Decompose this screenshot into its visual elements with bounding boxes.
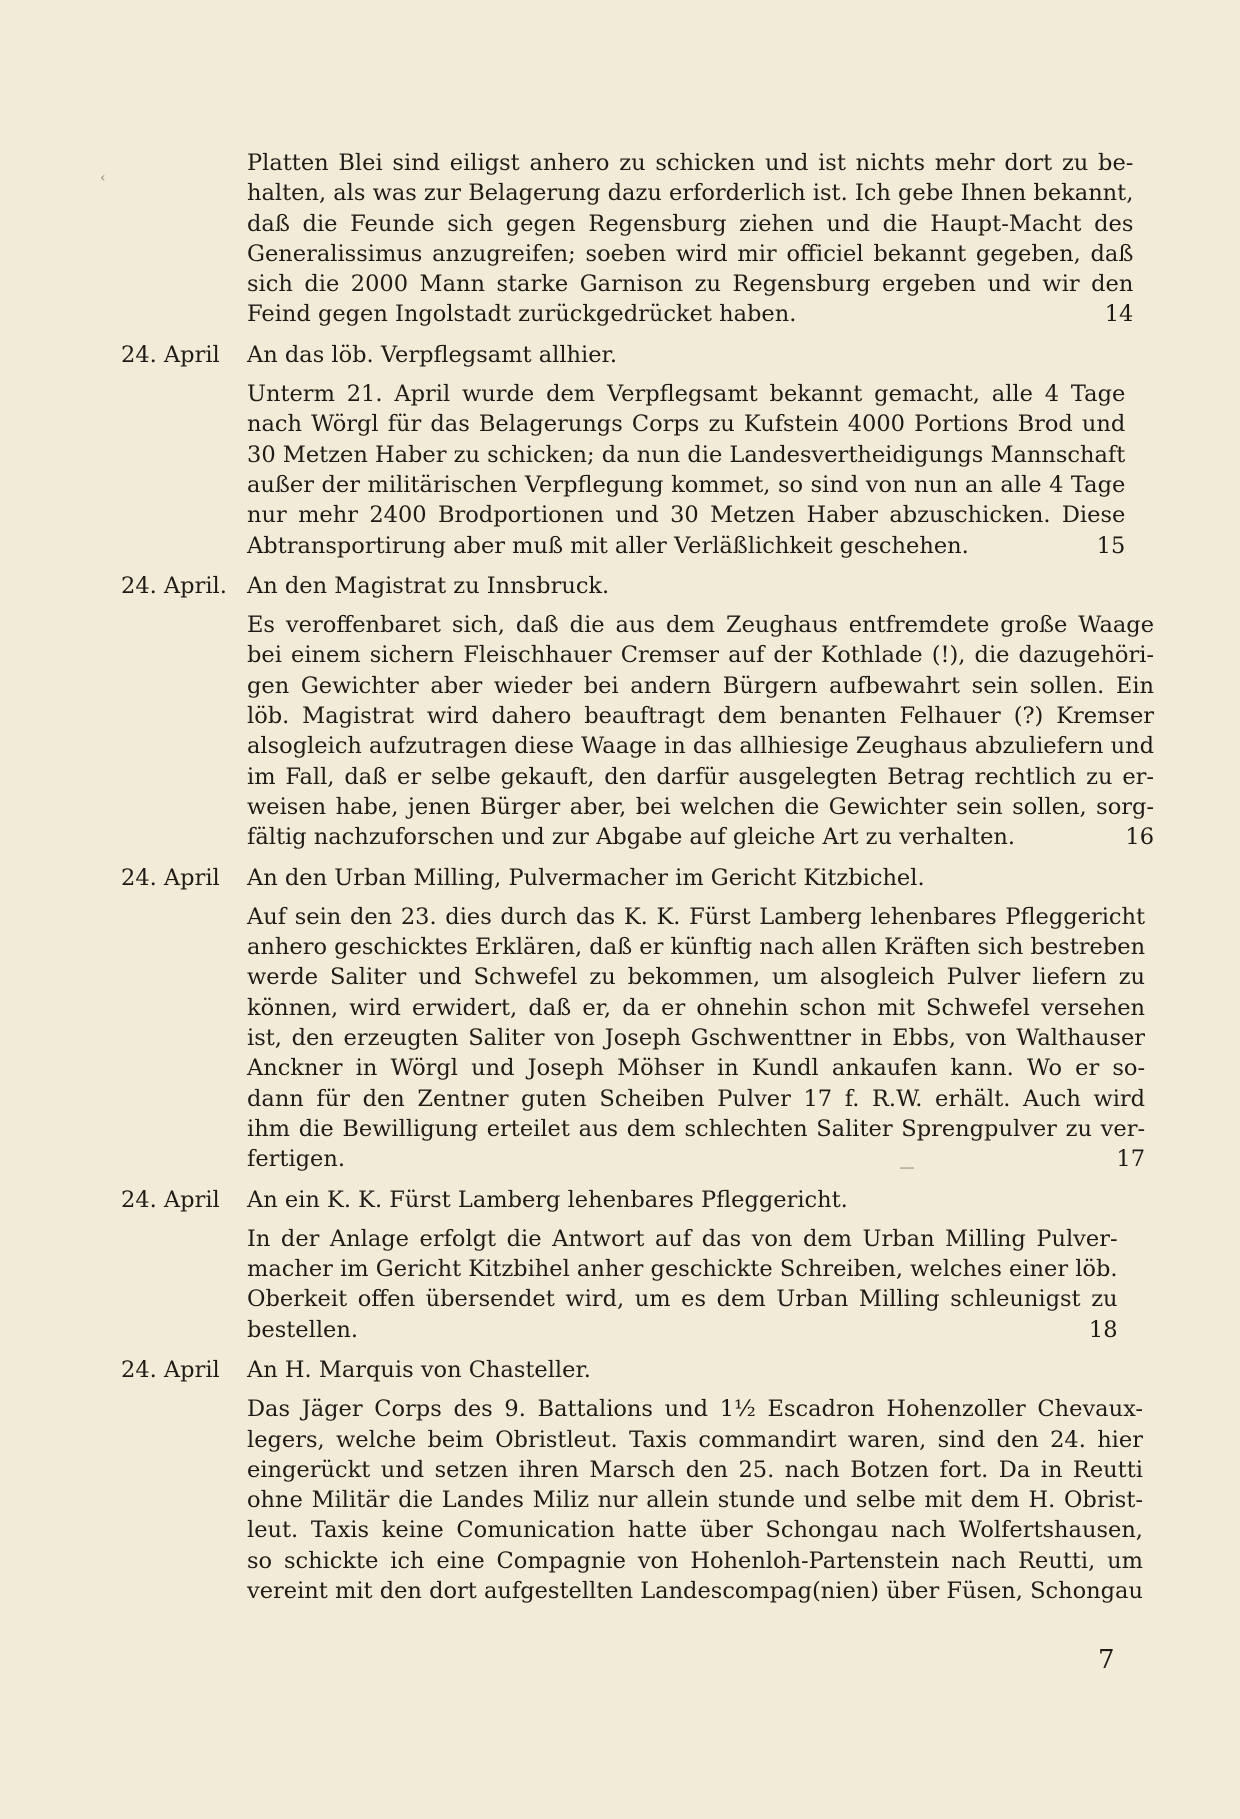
text-line: ohne Militär die Landes Miliz nur allein stunde und selbe mit dem H. Obrist-: [247, 1487, 1143, 1514]
text-line: macher im Gericht Kitzbihel anher geschickte Schreiben, welches einer löb.: [247, 1256, 1118, 1283]
entry-body: [247, 1394, 1143, 1606]
text-line: daß die Feunde sich gegen Regensburg ziehen und die Haupt-Macht des: [247, 210, 1134, 237]
text-line: außer der militärischen Verpflegung kommet, so sind von nun an alle 4 Tage: [247, 471, 1126, 498]
text-line: alsogleich aufzutragen diese Waage in das allhiesige Zeughaus abzuliefern und: [247, 733, 1155, 760]
entry-body: [247, 1224, 1118, 1345]
text-line: gen Gewichter aber wieder bei andern Bürgern aufbewahrt sein sollen. Ein: [247, 672, 1155, 699]
entry-date: 24. April: [121, 1186, 220, 1213]
document-number: 18: [1088, 1316, 1118, 1343]
text-line: Feind gegen Ingolstadt zurückgedrücket haben.: [247, 301, 797, 328]
text-line: bestellen.: [247, 1316, 358, 1343]
entry-heading: An den Urban Milling, Pulvermacher im Gericht Kitzbichel.: [247, 864, 925, 891]
scan-mark-icon: ―: [900, 1160, 914, 1176]
text-line: sich die 2000 Mann starke Garnison zu Regensburg ergeben und wir den: [247, 271, 1134, 298]
text-line: Auf sein den 23. dies durch das K. K. Fürst Lamberg lehenbares Pfleggericht: [247, 903, 1146, 930]
text-line: Generalissimus anzugreifen; soeben wird mir officiel bekannt gegeben, daß: [247, 240, 1134, 267]
entry-date: 24. April: [121, 1356, 220, 1383]
text-line: ist, den erzeugten Saliter von Joseph Gschwenttner in Ebbs, von Walthauser: [247, 1025, 1146, 1052]
entry-date: 24. April.: [121, 572, 227, 599]
text-line: werde Saliter und Schwefel zu bekommen, um alsogleich Pulver liefern zu: [247, 964, 1146, 991]
entry-body: [247, 610, 1154, 852]
entry-heading: An das löb. Verpflegsamt allhier.: [247, 341, 617, 368]
text-line: Abtransportirung aber muß mit aller Verläßlichkeit geschehen.: [247, 532, 969, 559]
text-line: Platten Blei sind eiligst anhero zu schicken und ist nichts mehr dort zu be-: [247, 150, 1134, 176]
text-line: In der Anlage erfolgt die Antwort auf das von dem Urban Milling Pulver-: [247, 1225, 1118, 1252]
letter-entry: [121, 863, 1146, 1175]
text-line: eingerückt und setzen ihren Marsch den 25. nach Botzen fort. Da in Reutti: [247, 1456, 1143, 1483]
letter-entry: [121, 340, 1126, 561]
text-line: 30 Metzen Haber zu schicken; da nun die Landesvertheidigungs Mannschaft: [247, 441, 1126, 468]
page-number: 7: [1098, 1645, 1115, 1675]
text-line: nach Wörgl für das Belagerungs Corps zu Kufstein 4000 Portions Brod und: [247, 411, 1126, 438]
text-line: im Fall, daß er selbe gekauft, den darfür ausgelegten Betrag rechtlich zu er-: [247, 763, 1155, 790]
document-number: 15: [1096, 532, 1126, 559]
text-line: können, wird erwidert, daß er, da er ohnehin schon mit Schwefel versehen: [247, 994, 1146, 1021]
letter-entry: [121, 1185, 1117, 1345]
text-line: bei einem sichern Fleischhauer Cremser auf der Kothlade (!), die dazugehöri-: [247, 642, 1155, 669]
intro-content: [247, 148, 1133, 330]
text-line: Unterm 21. April wurde dem Verpflegsamt bekannt gemacht, alle 4 Tage: [247, 381, 1126, 408]
text-line: so schickte ich eine Compagnie von Hohenloh-Partenstein nach Reutti, um: [247, 1547, 1143, 1574]
text-line: halten, als was zur Belagerung dazu erforderlich ist. Ich gebe Ihnen bekannt,: [247, 180, 1134, 207]
text-line: nur mehr 2400 Brodportionen und 30 Metzen Haber abzuschicken. Diese: [247, 502, 1126, 529]
text-line: fertigen.: [247, 1146, 345, 1173]
entry-date: 24. April: [121, 864, 220, 891]
text-line: vereint mit den dort aufgestellten Landescompag(nien) über Füsen, Schongau: [247, 1578, 1143, 1605]
document-number: 16: [1125, 824, 1155, 851]
entry-body: [247, 902, 1145, 1175]
document-number: 17: [1116, 1146, 1146, 1173]
text-line: Anckner in Wörgl und Joseph Möhser in Kundl ankaufen kann. Wo er so-: [247, 1055, 1146, 1082]
text-line: fältig nachzuforschen und zur Abgabe auf gleiche Art zu verhalten.: [247, 824, 1016, 851]
document-number: 14: [1104, 301, 1134, 328]
text-line: löb. Magistrat wird dahero beauftragt dem benanten Felhauer (?) Kremser: [247, 703, 1155, 730]
letter-entry: [121, 571, 1155, 853]
text-line: weisen habe, jenen Bürger aber, bei welchen die Gewichter sein sollen, sorg-: [247, 793, 1155, 820]
letter-entry: [121, 1355, 1143, 1606]
entry-body: [247, 379, 1125, 561]
text-line-last: [247, 299, 1133, 329]
document-body: [121, 148, 1155, 1606]
text-line: ihm die Bewilligung erteilet aus dem schlechten Saliter Sprengpulver zu ver-: [247, 1115, 1146, 1142]
scan-mark-icon: ‹: [100, 170, 106, 186]
intro-paragraph: [121, 148, 1134, 330]
text-line: Das Jäger Corps des 9. Battalions und 1½ Escadron Hohenzoller Chevaux-: [247, 1396, 1143, 1423]
text-line: leut. Taxis keine Comunication hatte über Schongau nach Wolfertshausen,: [247, 1517, 1143, 1544]
text-line: dann für den Zentner guten Scheiben Pulver 17 f. R.W. erhält. Auch wird: [247, 1085, 1146, 1112]
text-line: Es veroffenbaret sich, daß die aus dem Zeughaus entfremdete große Waage: [247, 612, 1155, 639]
text-line: legers, welche beim Obristleut. Taxis commandirt waren, sind den 24. hier: [247, 1426, 1143, 1453]
entry-date: 24. April: [121, 341, 220, 368]
entry-heading: An H. Marquis von Chasteller.: [247, 1356, 591, 1383]
entry-heading: An ein K. K. Fürst Lamberg lehenbares Pfleggericht.: [247, 1186, 848, 1213]
entry-heading: An den Magistrat zu Innsbruck.: [247, 572, 610, 599]
text-line: anhero geschicktes Erklären, daß er künftig nach allen Kräften sich bestreben: [247, 934, 1146, 961]
text-line: Oberkeit offen übersendet wird, um es dem Urban Milling schleunigst zu: [247, 1286, 1118, 1313]
